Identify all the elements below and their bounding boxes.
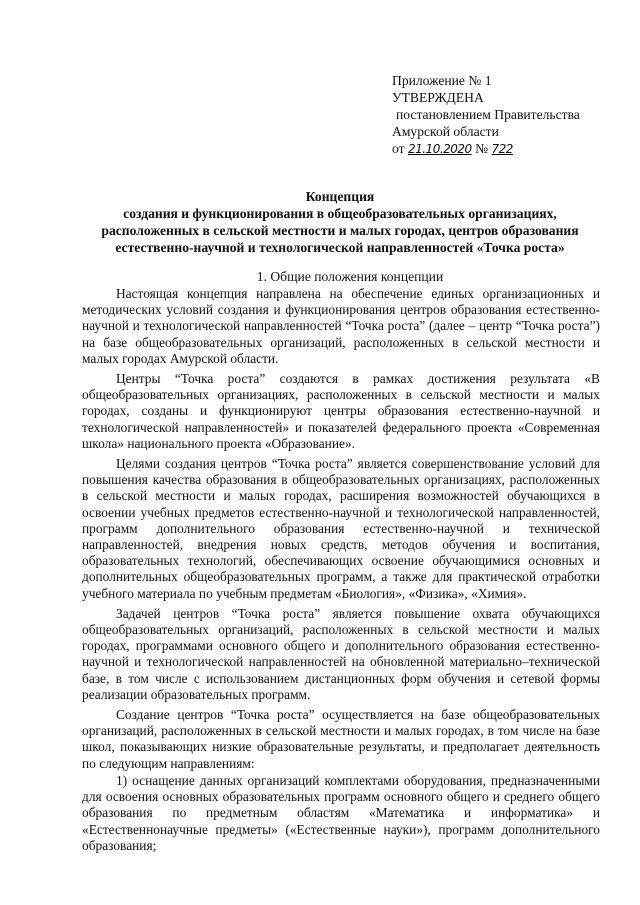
paragraph-3: Целями создания центров “Точка роста” является совершенствование условий для повышения качества образования в общеобразовательных организациях, расположенных в сельской местности и малых городах, расширения возможностей обучающихся в освоении учебных предметов естественно-научной и технологической направленностей, программ дополнительного образования естественно-научной и технической направленностей, внедрения новых средств, методов обучения и воспитания, образовательных технологий, обеспечивающих освоение обучающимися основных и дополнительных общеобразовательных программ, а также для практической отработки учебного материала по учебным предметам «Биология», «Физика», «Химия». xyxy=(82,456,600,601)
title-line-3: расположенных в сельской местности и малых городах, центров образования xyxy=(101,223,579,238)
resolution-line: постановлением Правительства xyxy=(396,107,580,122)
date-number-line xyxy=(392,140,580,158)
title-line-1: Концепция xyxy=(305,189,375,204)
approved-label: УТВЕРЖДЕНА xyxy=(392,90,484,105)
paragraph-6: 1) оснащение данных организаций комплектами оборудования, предназначенными для освоения основных образовательных программ основного общего и среднего общего образования по предметным областям «Математика и информатика» и «Естественнонаучные предметы» («Естественные науки»), программ дополнительного образования; xyxy=(82,772,600,853)
document-title xyxy=(80,188,600,256)
paragraph-4: Задачей центров “Точка роста” является повышение охвата обучающихся общеобразовательных организаций, расположенных в сельской местности и малых городах, программами основного общего и дополнительного образования естественно-научной и технологической направленностей на обновленной материально–технической базе, в том числе с использованием дистанционных форм обучения и сетевой формы реализации образовательных программ. xyxy=(82,605,600,702)
date-prefix: от xyxy=(392,141,405,156)
handwritten-number: 722 xyxy=(491,142,513,156)
paragraph-5: Создание центров “Точка роста” осуществляется на базе общеобразовательных организаций, расположенных в сельской местности и малых городах, в том числе на базе школ, показывающих низкие образовательные результаты, и предполагает деятельность по следующим направлениям: xyxy=(82,707,600,771)
title-line-4: естественно-научной и технологической направленностей «Точка роста» xyxy=(115,240,565,255)
section-body xyxy=(82,286,600,855)
region-line: Амурской области xyxy=(392,124,499,139)
paragraph-2: Центры “Точка роста” создаются в рамках достижения результата «В общеобразовательных организациях, расположенных в сельской местности и малых городах, созданы и функционируют центры образования естественно-научной и технологической направленностей» и показателей федерального проекта «Современная школа» национального проекта «Образование». xyxy=(82,371,600,451)
appendix-number: Приложение № 1 xyxy=(392,73,492,88)
title-line-2: создания и функционирования в общеобразовательных организациях, xyxy=(123,206,557,221)
handwritten-date: 21.10.2020 xyxy=(407,142,472,156)
paragraph-1: Настоящая концепция направлена на обеспечение единых организационных и методических условий создания и функционирования центров образования естественно-научной и технологической направленностей “Точка роста” (далее – центр “Точка роста”) на базе общеобразовательных организаций, расположенных в сельской местности и малых городах Амурской области. xyxy=(82,286,600,366)
approval-stamp-block xyxy=(392,72,580,158)
section-heading: 1. Общие положения концепции xyxy=(256,269,444,284)
number-prefix: № xyxy=(475,141,489,156)
